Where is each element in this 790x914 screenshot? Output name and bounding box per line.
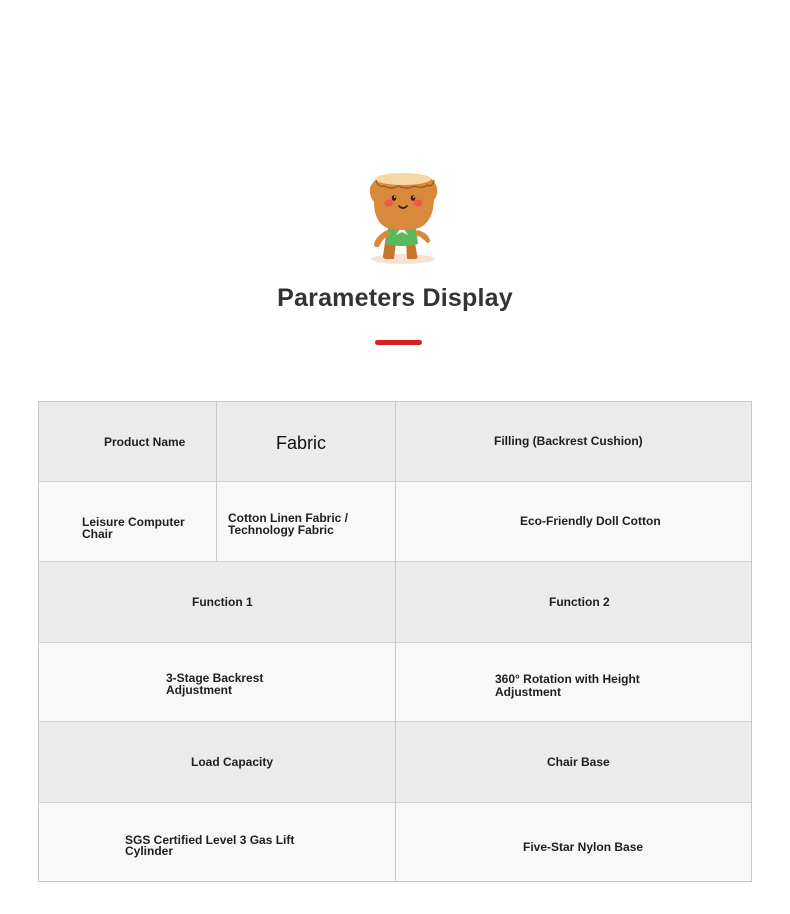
- chair-base-value: Five-Star Nylon Base: [523, 840, 644, 854]
- table-cell: [39, 643, 396, 721]
- title-underline: [375, 340, 422, 345]
- table-cell: [39, 803, 396, 881]
- function-1-value-line-2: Adjustment: [166, 683, 232, 697]
- function-2-value-line-1: 360° Rotation with Height: [495, 672, 640, 686]
- fabric-value-line-2: Technology Fabric: [228, 523, 334, 537]
- tree-stump-mascot-icon: [362, 166, 442, 266]
- table-cell: [396, 643, 751, 721]
- chair-base-label: Chair Base: [547, 755, 610, 769]
- table-cell: [396, 803, 751, 881]
- table-cell: [217, 402, 396, 481]
- table-cell: [39, 482, 217, 561]
- section-title: Parameters Display: [277, 284, 513, 312]
- function-2-label: Function 2: [549, 595, 610, 609]
- function-1-value-line-1: 3-Stage Backrest: [166, 671, 264, 685]
- product-name-value: Leisure Computer Chair: [82, 515, 185, 541]
- load-capacity-value-line-1: SGS Certified Level 3 Gas Lift: [125, 833, 295, 847]
- table-row: [39, 722, 751, 803]
- table-cell: [396, 722, 751, 802]
- function-2-value-line-2: Adjustment: [495, 685, 561, 699]
- table-row: [39, 402, 751, 482]
- fabric-value-line-1: Cotton Linen Fabric /: [228, 511, 348, 525]
- table-row: [39, 803, 751, 881]
- table-cell: [217, 482, 396, 561]
- table-cell: [39, 722, 396, 802]
- table-row: [39, 643, 751, 722]
- table-cell: [396, 402, 751, 481]
- filling-label: Filling (Backrest Cushion): [494, 434, 643, 448]
- product-name-label: Product Name: [104, 435, 186, 449]
- table-cell: [39, 402, 217, 481]
- filling-value: Eco-Friendly Doll Cotton: [520, 514, 661, 528]
- load-capacity-value-line-2: Cylinder: [125, 844, 174, 858]
- load-capacity-label: Load Capacity: [191, 755, 274, 769]
- table-row: [39, 482, 751, 562]
- fabric-label: Fabric: [276, 433, 327, 453]
- table-cell: [396, 562, 751, 642]
- parameters-table: [38, 401, 752, 882]
- table-cell: [396, 482, 751, 561]
- function-1-label: Function 1: [192, 595, 253, 609]
- table-row: [39, 562, 751, 643]
- table-cell: [39, 562, 396, 642]
